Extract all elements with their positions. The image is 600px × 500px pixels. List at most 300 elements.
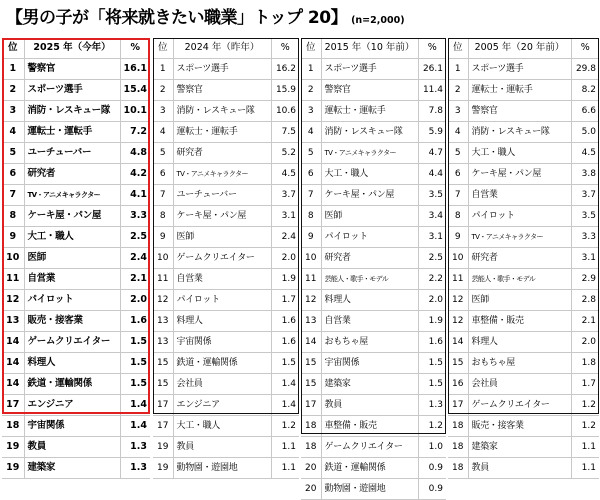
rank-cell: 15	[448, 353, 468, 374]
rank-cell: 5	[2, 143, 24, 164]
percent-cell: 1.1	[571, 437, 599, 458]
occupation-cell: エンジニア	[24, 395, 120, 416]
occupation-cell: おもちゃ屋	[468, 353, 571, 374]
table-row	[2, 269, 150, 290]
occupation-cell: 大工・職人	[321, 164, 418, 185]
table-row	[301, 332, 446, 353]
rank-cell: 7	[301, 185, 321, 206]
rank-cell: 4	[153, 122, 173, 143]
percent-cell: 7.2	[120, 122, 150, 143]
percent-cell: 1.3	[120, 458, 150, 479]
rank-cell: 2	[301, 80, 321, 101]
occupation-cell: 運転士・運転手	[468, 80, 571, 101]
occupation-cell: 医師	[24, 248, 120, 269]
occupation-cell: エンジニア	[173, 395, 271, 416]
table-row	[448, 416, 599, 437]
header-percent: %	[418, 38, 446, 59]
rank-cell: 17	[301, 395, 321, 416]
percent-cell: 1.1	[571, 458, 599, 479]
header-rank: 位	[301, 38, 321, 59]
percent-cell: 4.7	[418, 143, 446, 164]
occupation-cell: ユーチューバー	[173, 185, 271, 206]
table-row	[448, 101, 599, 122]
percent-cell: 1.5	[120, 353, 150, 374]
percent-cell: 8.2	[571, 80, 599, 101]
occupation-cell: 自営業	[321, 311, 418, 332]
rank-cell: 12	[153, 290, 173, 311]
occupation-cell: 教員	[321, 395, 418, 416]
rank-cell: 11	[2, 269, 24, 290]
table-row	[301, 122, 446, 143]
table-row	[153, 122, 299, 143]
table-row	[153, 416, 299, 437]
occupation-cell: TV・アニメキャラクター	[24, 185, 120, 206]
rank-cell: 1	[301, 59, 321, 80]
table-2015	[301, 38, 446, 500]
rank-cell: 18	[301, 437, 321, 458]
occupation-cell: 警察官	[24, 59, 120, 80]
percent-cell: 1.6	[271, 311, 299, 332]
percent-cell: 1.5	[120, 374, 150, 395]
occupation-cell: 料理人	[321, 290, 418, 311]
rank-cell: 18	[448, 416, 468, 437]
occupation-cell: 料理人	[468, 332, 571, 353]
table-row	[153, 374, 299, 395]
table-row	[301, 80, 446, 101]
percent-cell: 3.5	[418, 185, 446, 206]
table-row	[448, 374, 599, 395]
occupation-cell: 建築家	[24, 458, 120, 479]
occupation-cell: ゲームクリエイター	[24, 332, 120, 353]
table-row	[2, 164, 150, 185]
percent-cell: 6.6	[571, 101, 599, 122]
rank-cell: 15	[301, 353, 321, 374]
occupation-cell: ケーキ屋・パン屋	[468, 164, 571, 185]
table-row	[153, 458, 299, 479]
percent-cell: 2.0	[418, 290, 446, 311]
percent-cell: 29.8	[571, 59, 599, 80]
table-row	[153, 101, 299, 122]
table-row	[301, 416, 446, 437]
percent-cell: 1.2	[418, 416, 446, 437]
rank-cell: 3	[448, 101, 468, 122]
occupation-cell: 大工・職人	[24, 227, 120, 248]
table-row	[301, 374, 446, 395]
occupation-cell: 大工・職人	[173, 416, 271, 437]
percent-cell: 4.5	[271, 164, 299, 185]
rank-cell: 14	[2, 353, 24, 374]
table-row	[301, 143, 446, 164]
page-title: 【男の子が「将来就きたい職業」トップ 20】	[6, 8, 348, 28]
percent-cell: 5.0	[571, 122, 599, 143]
table-row	[301, 59, 446, 80]
occupation-cell: 建築家	[468, 437, 571, 458]
percent-cell: 1.1	[271, 437, 299, 458]
table-2005	[448, 38, 599, 479]
table-row	[2, 206, 150, 227]
table-row	[301, 227, 446, 248]
rank-cell: 13	[153, 311, 173, 332]
table-row	[2, 143, 150, 164]
header-year: 2015 年（10 年前）	[321, 38, 418, 59]
occupation-cell: 自営業	[468, 185, 571, 206]
rank-cell: 18	[2, 416, 24, 437]
percent-cell: 1.4	[120, 416, 150, 437]
occupation-cell: ケーキ屋・パン屋	[321, 185, 418, 206]
rank-cell: 18	[301, 416, 321, 437]
occupation-cell: 消防・レスキュー隊	[468, 122, 571, 143]
percent-cell: 3.8	[571, 164, 599, 185]
table-row	[153, 206, 299, 227]
occupation-cell: パイロット	[173, 290, 271, 311]
rank-cell: 17	[448, 395, 468, 416]
rank-cell: 10	[153, 248, 173, 269]
occupation-cell: 自営業	[24, 269, 120, 290]
occupation-cell: 料理人	[24, 353, 120, 374]
percent-cell: 1.6	[120, 311, 150, 332]
occupation-cell: 運転士・運転手	[173, 122, 271, 143]
rank-cell: 10	[301, 248, 321, 269]
table-row	[301, 269, 446, 290]
percent-cell: 1.6	[418, 332, 446, 353]
occupation-cell: 運転士・運転手	[321, 101, 418, 122]
occupation-cell: 販売・接客業	[24, 311, 120, 332]
rank-cell: 6	[448, 164, 468, 185]
percent-cell: 1.7	[271, 290, 299, 311]
table-row	[2, 59, 150, 80]
percent-cell: 5.9	[418, 122, 446, 143]
table-row	[2, 311, 150, 332]
occupation-cell: 運転士・運転手	[24, 122, 120, 143]
rank-cell: 4	[448, 122, 468, 143]
percent-cell: 1.5	[120, 332, 150, 353]
occupation-cell: ケーキ屋・パン屋	[24, 206, 120, 227]
table-row	[153, 248, 299, 269]
percent-cell: 10.1	[120, 101, 150, 122]
percent-cell: 1.6	[271, 332, 299, 353]
header-percent: %	[271, 38, 299, 59]
rank-cell: 11	[448, 269, 468, 290]
table-row	[2, 80, 150, 101]
percent-cell: 3.7	[271, 185, 299, 206]
occupation-cell: スポーツ選手	[321, 59, 418, 80]
header-year: 2024 年（昨年）	[173, 38, 271, 59]
rank-cell: 1	[2, 59, 24, 80]
occupation-cell: 研究者	[173, 143, 271, 164]
header-rank: 位	[153, 38, 173, 59]
percent-cell: 1.5	[418, 374, 446, 395]
rank-cell: 5	[301, 143, 321, 164]
occupation-cell: 消防・レスキュー隊	[321, 122, 418, 143]
table-row	[2, 248, 150, 269]
table-row	[448, 332, 599, 353]
rank-cell: 13	[153, 332, 173, 353]
occupation-cell: スポーツ選手	[173, 59, 271, 80]
rank-cell: 18	[448, 437, 468, 458]
percent-cell: 1.1	[271, 458, 299, 479]
occupation-cell: ゲームクリエイター	[468, 395, 571, 416]
table-row	[448, 80, 599, 101]
occupation-cell: 教員	[468, 458, 571, 479]
occupation-cell: 会社員	[173, 374, 271, 395]
percent-cell: 1.2	[571, 395, 599, 416]
percent-cell: 0.9	[418, 479, 446, 500]
table-row	[448, 395, 599, 416]
table-row	[2, 416, 150, 437]
percent-cell: 4.4	[418, 164, 446, 185]
percent-cell: 2.2	[418, 269, 446, 290]
percent-cell: 2.4	[271, 227, 299, 248]
table-row	[153, 290, 299, 311]
rank-cell: 19	[2, 458, 24, 479]
table-row	[448, 353, 599, 374]
percent-cell: 1.3	[418, 395, 446, 416]
percent-cell: 2.0	[120, 290, 150, 311]
rank-cell: 8	[153, 206, 173, 227]
percent-cell: 1.2	[571, 416, 599, 437]
table-row	[448, 185, 599, 206]
occupation-cell: 大工・職人	[468, 143, 571, 164]
rank-cell: 6	[301, 164, 321, 185]
table-row	[2, 353, 150, 374]
percent-cell: 1.8	[571, 353, 599, 374]
rank-cell: 2	[153, 80, 173, 101]
header-percent: %	[571, 38, 599, 59]
table-row	[2, 332, 150, 353]
percent-cell: 16.2	[271, 59, 299, 80]
occupation-cell: 宇宙関係	[173, 332, 271, 353]
rank-cell: 9	[448, 227, 468, 248]
rank-cell: 18	[448, 458, 468, 479]
rank-cell: 7	[153, 185, 173, 206]
table-row	[2, 101, 150, 122]
occupation-cell: 宇宙関係	[321, 353, 418, 374]
table-row	[153, 164, 299, 185]
header-row	[301, 38, 446, 59]
percent-cell: 2.5	[120, 227, 150, 248]
percent-cell: 1.4	[120, 395, 150, 416]
percent-cell: 2.1	[120, 269, 150, 290]
rank-cell: 15	[153, 353, 173, 374]
table-row	[301, 164, 446, 185]
header-row	[153, 38, 299, 59]
header-year: 2005 年（20 年前）	[468, 38, 571, 59]
rank-cell: 9	[153, 227, 173, 248]
rank-cell: 6	[2, 164, 24, 185]
table-row	[2, 437, 150, 458]
percent-cell: 3.3	[120, 206, 150, 227]
occupation-cell: 販売・接客業	[468, 416, 571, 437]
table-2025	[2, 38, 150, 479]
rank-cell: 3	[301, 101, 321, 122]
occupation-cell: 医師	[468, 290, 571, 311]
table-2024	[153, 38, 299, 479]
table-row	[448, 248, 599, 269]
occupation-cell: 鉄道・運輸関係	[321, 458, 418, 479]
rank-cell: 1	[153, 59, 173, 80]
percent-cell: 3.4	[418, 206, 446, 227]
table-row	[448, 458, 599, 479]
rank-cell: 19	[153, 437, 173, 458]
occupation-cell: 料理人	[173, 311, 271, 332]
table-row	[301, 311, 446, 332]
table-row	[153, 437, 299, 458]
table-row	[448, 290, 599, 311]
occupation-cell: 芸能人・歌手・モデル	[321, 269, 418, 290]
rank-cell: 9	[301, 227, 321, 248]
percent-cell: 1.4	[271, 395, 299, 416]
rank-cell: 7	[448, 185, 468, 206]
percent-cell: 11.4	[418, 80, 446, 101]
rank-cell: 14	[301, 332, 321, 353]
header-row	[448, 38, 599, 59]
rank-cell: 19	[2, 437, 24, 458]
rank-cell: 3	[153, 101, 173, 122]
occupation-cell: 鉄道・運輸関係	[173, 353, 271, 374]
occupation-cell: ケーキ屋・パン屋	[173, 206, 271, 227]
percent-cell: 15.9	[271, 80, 299, 101]
sample-size-note: (n=2,000)	[351, 15, 405, 26]
table-row	[301, 479, 446, 500]
occupation-cell: 医師	[321, 206, 418, 227]
percent-cell: 3.1	[571, 248, 599, 269]
table-row	[301, 185, 446, 206]
percent-cell: 1.0	[418, 437, 446, 458]
rank-cell: 3	[2, 101, 24, 122]
table-row	[2, 395, 150, 416]
rank-cell: 13	[2, 311, 24, 332]
rank-cell: 5	[448, 143, 468, 164]
rank-cell: 20	[301, 479, 321, 500]
occupation-cell: 研究者	[468, 248, 571, 269]
occupation-cell: 鉄道・運輸関係	[24, 374, 120, 395]
rank-cell: 12	[301, 290, 321, 311]
occupation-cell: 教員	[24, 437, 120, 458]
percent-cell: 0.9	[418, 458, 446, 479]
percent-cell: 10.6	[271, 101, 299, 122]
occupation-cell: 車整備・販売	[468, 311, 571, 332]
percent-cell: 7.5	[271, 122, 299, 143]
percent-cell: 2.8	[571, 290, 599, 311]
percent-cell: 3.5	[571, 206, 599, 227]
rank-cell: 17	[153, 416, 173, 437]
table-row	[448, 311, 599, 332]
percent-cell: 2.0	[571, 332, 599, 353]
page-title-row	[6, 3, 405, 29]
occupation-cell: 消防・レスキュー隊	[24, 101, 120, 122]
occupation-cell: 教員	[173, 437, 271, 458]
percent-cell: 1.2	[271, 416, 299, 437]
occupation-cell: 会社員	[468, 374, 571, 395]
table-row	[301, 437, 446, 458]
occupation-cell: TV・アニメキャラクター	[173, 164, 271, 185]
occupation-cell: 研究者	[321, 248, 418, 269]
occupation-cell: 建築家	[321, 374, 418, 395]
rank-cell: 14	[2, 374, 24, 395]
occupation-cell: パイロット	[468, 206, 571, 227]
table-row	[153, 332, 299, 353]
percent-cell: 1.9	[418, 311, 446, 332]
percent-cell: 15.4	[120, 80, 150, 101]
table-row	[153, 185, 299, 206]
table-row	[448, 164, 599, 185]
percent-cell: 2.9	[571, 269, 599, 290]
table-row	[2, 227, 150, 248]
occupation-cell: おもちゃ屋	[321, 332, 418, 353]
rank-cell: 9	[2, 227, 24, 248]
occupation-cell: 宇宙関係	[24, 416, 120, 437]
occupation-cell: パイロット	[24, 290, 120, 311]
rank-cell: 14	[2, 332, 24, 353]
percent-cell: 3.3	[571, 227, 599, 248]
table-row	[448, 59, 599, 80]
rank-cell: 19	[153, 458, 173, 479]
rank-cell: 7	[2, 185, 24, 206]
table-row	[301, 290, 446, 311]
percent-cell: 3.1	[271, 206, 299, 227]
rank-cell: 14	[448, 332, 468, 353]
rank-cell: 16	[448, 374, 468, 395]
percent-cell: 5.2	[271, 143, 299, 164]
occupation-cell: 消防・レスキュー隊	[173, 101, 271, 122]
occupation-cell: 警察官	[321, 80, 418, 101]
occupation-cell: 動物園・遊園地	[321, 479, 418, 500]
rank-cell: 17	[2, 395, 24, 416]
rank-cell: 8	[301, 206, 321, 227]
occupation-cell: 研究者	[24, 164, 120, 185]
table-row	[448, 437, 599, 458]
table-row	[2, 458, 150, 479]
rank-cell: 12	[2, 290, 24, 311]
header-rank: 位	[2, 38, 24, 59]
table-row	[2, 290, 150, 311]
occupation-cell: 医師	[173, 227, 271, 248]
percent-cell: 26.1	[418, 59, 446, 80]
percent-cell: 2.0	[271, 248, 299, 269]
occupation-cell: パイロット	[321, 227, 418, 248]
header-rank: 位	[448, 38, 468, 59]
percent-cell: 2.4	[120, 248, 150, 269]
percent-cell: 1.3	[120, 437, 150, 458]
occupation-cell: 自営業	[173, 269, 271, 290]
header-row	[2, 38, 150, 59]
occupation-cell: ユーチューバー	[24, 143, 120, 164]
occupation-cell: 動物園・遊園地	[173, 458, 271, 479]
percent-cell: 2.1	[571, 311, 599, 332]
table-row	[2, 185, 150, 206]
table-row	[153, 143, 299, 164]
table-row	[153, 311, 299, 332]
rank-cell: 2	[2, 80, 24, 101]
rank-cell: 12	[448, 290, 468, 311]
rank-cell: 8	[2, 206, 24, 227]
occupation-cell: ゲームクリエイター	[321, 437, 418, 458]
table-row	[153, 353, 299, 374]
rank-cell: 13	[301, 311, 321, 332]
percent-cell: 16.1	[120, 59, 150, 80]
occupation-cell: ゲームクリエイター	[173, 248, 271, 269]
table-row	[153, 395, 299, 416]
table-row	[448, 206, 599, 227]
table-row	[153, 59, 299, 80]
occupation-cell: TV・アニメキャラクター	[468, 227, 571, 248]
table-row	[301, 101, 446, 122]
percent-cell: 4.8	[120, 143, 150, 164]
rank-cell: 17	[153, 395, 173, 416]
percent-cell: 1.5	[418, 353, 446, 374]
percent-cell: 7.8	[418, 101, 446, 122]
table-row	[153, 269, 299, 290]
